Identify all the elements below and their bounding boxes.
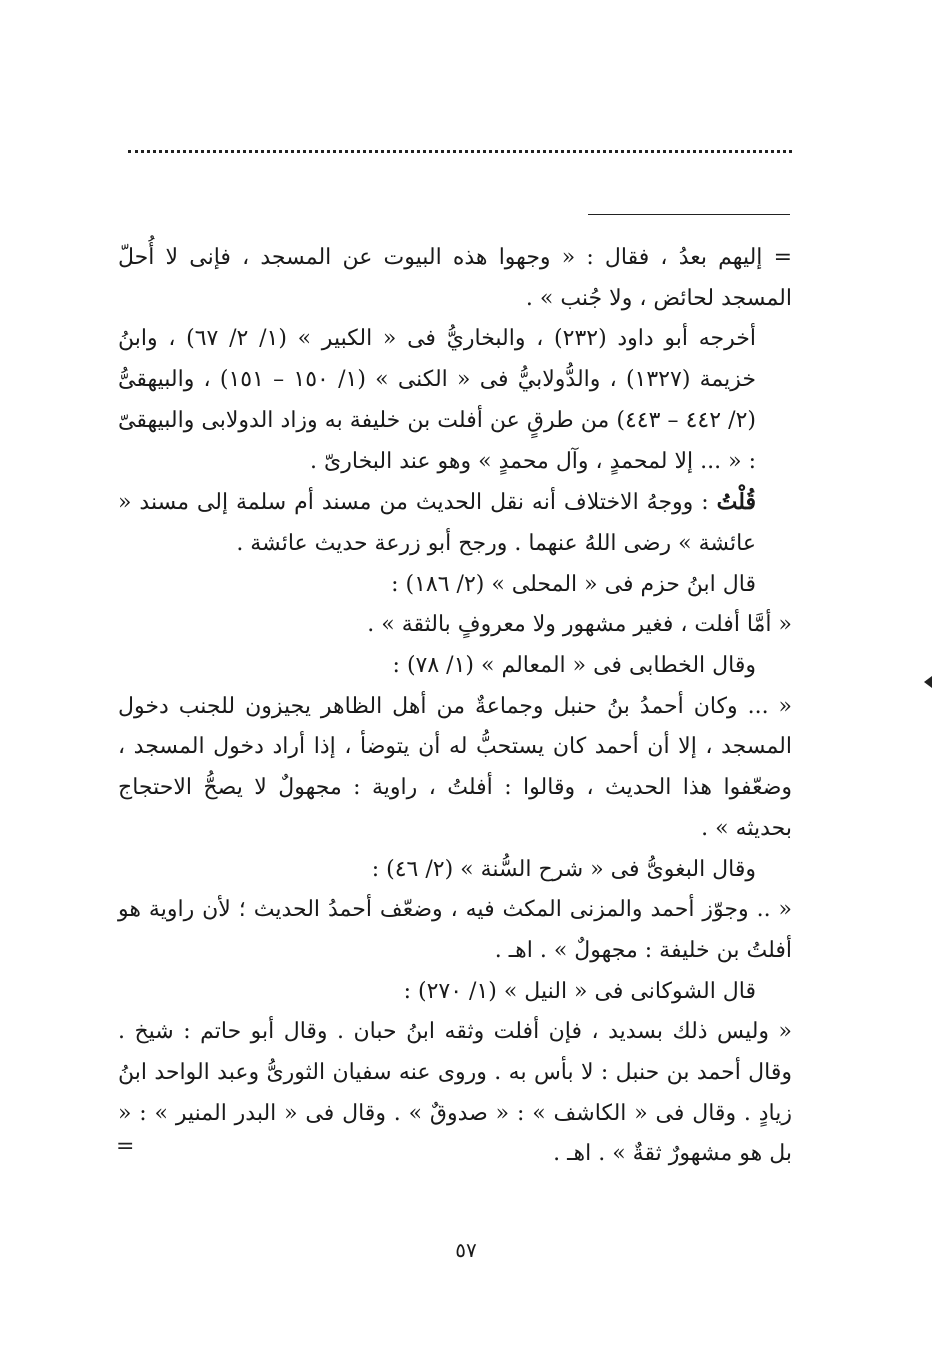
paragraph-3-text: : ووجهُ الاختلاف أنه نقل الحديث من مسند أم سلمة إلى مسند « عائشة » رضى اللهُ عنهما . ورجح أبو زرعة حديث عائشة . (118, 490, 756, 556)
paragraph-8: وقال البغوىُّ فى « شرح السُّنة » (٢/ ٤٦) : (371, 856, 756, 882)
paragraph-1: = إليهم بعدُ ، فقال : « وجهوا هذه البيوت عن المسجد ، فإنى لا أُحلّ المسجد لحائض ، ولا جُنب » . (118, 245, 792, 311)
paragraph-10: قال الشوكانى فى « النيل » (١/ ٢٧٠) : (403, 978, 756, 1004)
paragraph-7: « ... وكان أحمدُ بنُ حنبل وجماعةٌ من أهل الظاهر يجيزون للجنب دخول المسجد ، إلا أن أحمد كان يستحبُّ له أن يتوضأ ، إذا أراد دخول المسجد ، وضعّفوا هذا الحديث ، وقالوا : أفلتُ ، راوية : مجهولٌ لا يصحُّ الاحتجاج بحديثه » . (118, 693, 792, 841)
page-number: ٥٧ (455, 1238, 477, 1262)
continuation-mark: = (116, 1134, 135, 1159)
page-text (118, 238, 792, 1175)
paragraph-3 (118, 482, 792, 564)
paragraph-2: أخرجه أبو داود (٢٣٢) ، والبخاريُّ فى « الكبير » (١/ ٢/ ٦٧) ، وابنُ خزيمة (١٣٢٧) ، والدُّولابيُّ فى « الكنى » (١/ ١٥٠ – ١٥١) ، والبيهقىُّ (٢/ ٤٤٢ – ٤٤٣) من طرقٍ عن أفلت بن خليفة به وزاد الدولابى والبيهقىّ : « ... إلا لمحمدٍ ، وآل محمدٍ » وهو عند البخارىّ . (118, 326, 757, 474)
paragraph-5: « أمَّا أفلت ، فغير مشهور ولا معروفٍ بالثقة » . (367, 612, 792, 638)
paragraph-3-label: قُلْتُ (716, 489, 756, 516)
paragraph-9: « .. وجوّز أحمد والمزنى المكث فيه ، وضعّف أحمدُ الحديث ؛ لأن راوية هو أفلتُ بن خليفة : مجهولٌ » . اهـ . (118, 897, 792, 963)
footnote-rule (588, 214, 790, 215)
margin-arrow-icon (924, 676, 932, 688)
paragraph-11: « وليس ذلك بسديد ، فإن أفلت وثقه ابنُ حبان . وقال أبو حاتم : شيخ . وقال أحمد بن حنبل : لا بأس به . وروى عنه سفيان الثورىُّ وعبد الواحد ابنُ زيادٍ . وقال فى « الكاشف » : « صدوقٌ » . وقال فى « البدر المنير » : « بل هو مشهورٌ ثقةٌ » . اهـ . (118, 1019, 792, 1167)
dotted-separator (128, 150, 792, 153)
paragraph-6: وقال الخطابى فى « المعالم » (١/ ٧٨) : (392, 653, 756, 679)
paragraph-4: قال ابنُ حزم فى « المحلى » (٢/ ١٨٦) : (391, 571, 756, 597)
